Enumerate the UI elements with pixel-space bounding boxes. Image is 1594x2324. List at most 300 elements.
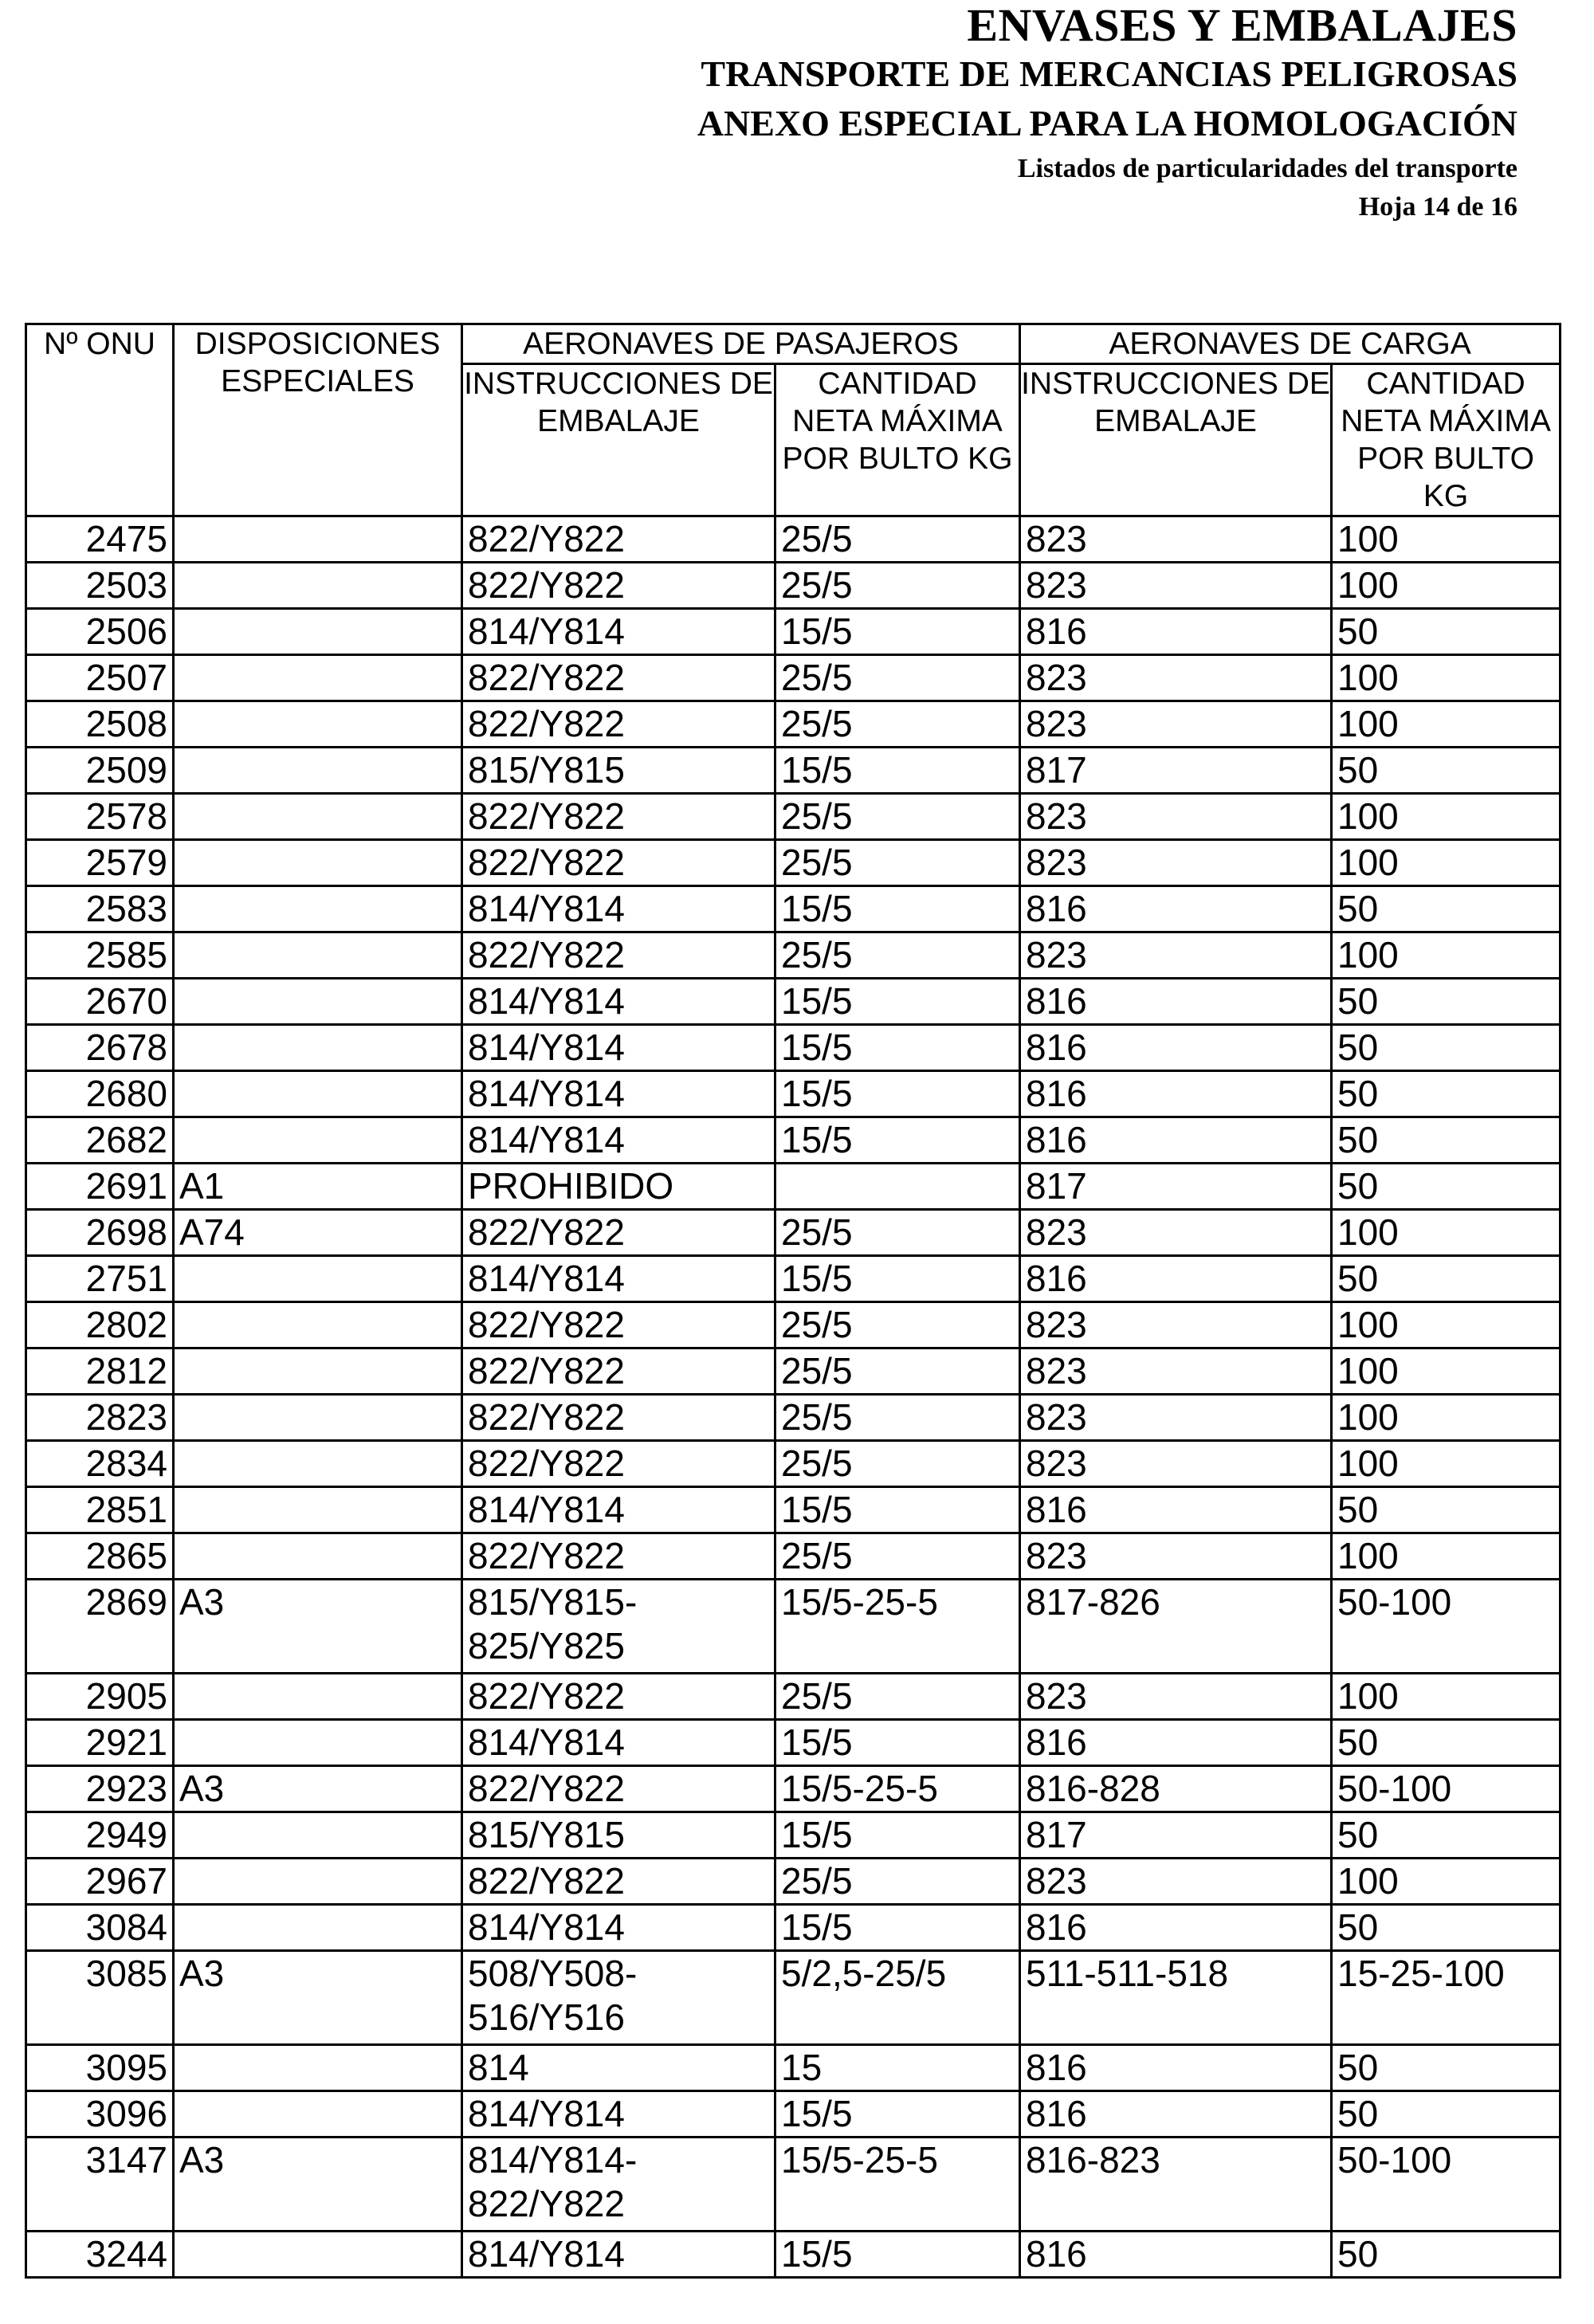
- cell-pax-instrucciones: [462, 886, 775, 932]
- cell-onu: [26, 609, 174, 655]
- cell-cargo-cantidad: [1332, 1302, 1561, 1348]
- cell-onu: [26, 979, 174, 1025]
- cell-onu: [26, 563, 174, 609]
- cell-cargo-instrucciones: [1020, 701, 1332, 748]
- cell-pax-cantidad-text: 15/5: [781, 610, 853, 652]
- cell-cargo-instrucciones-text: 823: [1026, 1396, 1087, 1438]
- cell-pax-cantidad: [775, 748, 1020, 794]
- cell-pax-instrucciones-text: 822/Y822: [468, 1860, 625, 1902]
- cell-cargo-cantidad-text: 50: [1337, 1721, 1379, 1763]
- cell-pax-instrucciones-text: 822/Y822: [468, 1350, 625, 1392]
- cell-pax-cantidad-text: 15/5: [781, 1027, 853, 1068]
- cell-disposiciones: [174, 1302, 462, 1348]
- cell-pax-instrucciones-text: 815/Y815: [468, 749, 625, 791]
- cell-cargo-instrucciones: [1020, 655, 1332, 701]
- cell-pax-instrucciones-text: 814/Y814: [468, 980, 625, 1022]
- cell-pax-cantidad-text: 25/5: [781, 1443, 853, 1484]
- cell-cargo-instrucciones-text: 823: [1026, 1443, 1087, 1484]
- cell-onu-text: 2506: [85, 610, 167, 652]
- cell-onu: [26, 1071, 174, 1117]
- cell-pax-cantidad-text: 25/5: [781, 1396, 853, 1438]
- cell-onu-text: 2691: [85, 1165, 167, 1207]
- cell-onu: [26, 1025, 174, 1071]
- cell-disposiciones: [174, 1441, 462, 1487]
- table-row: [26, 701, 1561, 748]
- cell-pax-cantidad: [775, 932, 1020, 979]
- cell-cargo-instrucciones-text: 823: [1026, 703, 1087, 744]
- cell-cargo-cantidad: [1332, 1951, 1561, 2045]
- cell-cargo-instrucciones-text: 823: [1026, 1304, 1087, 1345]
- cell-cargo-instrucciones-text: 816-823: [1026, 2139, 1160, 2181]
- cell-onu-text: 2698: [85, 1211, 167, 1253]
- cell-cargo-instrucciones: [1020, 1951, 1332, 2045]
- table-row: [26, 1117, 1561, 1164]
- cell-pax-cantidad: [775, 1117, 1020, 1164]
- cell-pax-cantidad-text: 25/5: [781, 1211, 853, 1253]
- cell-pax-cantidad: [775, 1859, 1020, 1905]
- cell-onu: [26, 1302, 174, 1348]
- cell-cargo-cantidad-text: 50: [1337, 1814, 1379, 1855]
- cell-pax-cantidad: [775, 1210, 1020, 1256]
- cell-cargo-cantidad-text: 50: [1337, 2233, 1379, 2275]
- cell-cargo-cantidad: [1332, 1210, 1561, 1256]
- cell-pax-cantidad: [775, 1256, 1020, 1302]
- cell-onu-text: 3084: [85, 1906, 167, 1948]
- cell-cargo-instrucciones: [1020, 516, 1332, 563]
- cell-cargo-instrucciones-text: 816: [1026, 1906, 1087, 1948]
- cell-cargo-cantidad-text: 50: [1337, 1489, 1379, 1530]
- cell-pax-instrucciones-text: 822/Y822: [468, 934, 625, 976]
- cell-pax-instrucciones-text: 814/Y814: [468, 1906, 625, 1948]
- cell-cargo-instrucciones: [1020, 840, 1332, 886]
- cell-cargo-cantidad-text: 100: [1337, 842, 1399, 883]
- cell-cargo-cantidad: [1332, 1812, 1561, 1859]
- cell-onu-text: 2682: [85, 1119, 167, 1160]
- table-row: [26, 886, 1561, 932]
- cell-disposiciones: [174, 609, 462, 655]
- cell-cargo-instrucciones-text: 816: [1026, 610, 1087, 652]
- cell-pax-cantidad-text: 15/5: [781, 1721, 853, 1763]
- cell-pax-instrucciones-text: 822/Y822: [468, 1443, 625, 1484]
- cell-cargo-cantidad: [1332, 1441, 1561, 1487]
- table-row: [26, 1348, 1561, 1395]
- cell-onu: [26, 1766, 174, 1812]
- cell-onu: [26, 1348, 174, 1395]
- cell-pax-cantidad: [775, 1533, 1020, 1580]
- cell-pax-instrucciones: [462, 1766, 775, 1812]
- cell-cargo-instrucciones-text: 816: [1026, 1027, 1087, 1068]
- cell-cargo-instrucciones: [1020, 886, 1332, 932]
- cell-onu-text: 2921: [85, 1721, 167, 1763]
- table-row: [26, 609, 1561, 655]
- cell-onu: [26, 701, 174, 748]
- cell-cargo-instrucciones: [1020, 794, 1332, 840]
- cell-pax-instrucciones: [462, 1441, 775, 1487]
- cell-pax-instrucciones-text: 814: [468, 2047, 529, 2088]
- cell-pax-cantidad: [775, 563, 1020, 609]
- document-header: [697, 0, 1517, 226]
- cell-onu-text: 2585: [85, 934, 167, 976]
- cell-cargo-instrucciones: [1020, 1302, 1332, 1348]
- cell-pax-cantidad: [775, 1071, 1020, 1117]
- cell-cargo-cantidad-text: 50: [1337, 1073, 1379, 1114]
- cell-pax-cantidad: [775, 1674, 1020, 1720]
- cell-cargo-instrucciones: [1020, 1395, 1332, 1441]
- cell-onu: [26, 1256, 174, 1302]
- cell-pax-cantidad-text: 15/5: [781, 1073, 853, 1114]
- cell-disposiciones: [174, 1674, 462, 1720]
- cell-cargo-instrucciones: [1020, 1256, 1332, 1302]
- cell-pax-cantidad: [775, 2045, 1020, 2091]
- cell-pax-instrucciones: [462, 655, 775, 701]
- cell-cargo-cantidad: [1332, 563, 1561, 609]
- table-row: [26, 794, 1561, 840]
- cell-onu-text: 2579: [85, 842, 167, 883]
- cell-pax-instrucciones-text: 822/Y822: [468, 657, 625, 698]
- cell-pax-cantidad-text: 15/5: [781, 1906, 853, 1948]
- cell-onu-text: 2507: [85, 657, 167, 698]
- cell-onu: [26, 1210, 174, 1256]
- cell-cargo-instrucciones: [1020, 1674, 1332, 1720]
- cell-onu: [26, 1674, 174, 1720]
- table-row: [26, 1766, 1561, 1812]
- cell-cargo-instrucciones: [1020, 1533, 1332, 1580]
- cell-cargo-cantidad-text: 15-25-100: [1337, 1953, 1505, 1994]
- cell-cargo-cantidad: [1332, 1533, 1561, 1580]
- cell-cargo-cantidad: [1332, 1859, 1561, 1905]
- cell-pax-cantidad-text: 15/5: [781, 1119, 853, 1160]
- cell-cargo-instrucciones-text: 823: [1026, 842, 1087, 883]
- cell-cargo-cantidad-text: 100: [1337, 1675, 1399, 1717]
- header-disposiciones: DISPOSICIONES ESPECIALES: [174, 324, 462, 516]
- cell-onu: [26, 1580, 174, 1674]
- cell-disposiciones: [174, 1348, 462, 1395]
- cell-cargo-instrucciones-text: 823: [1026, 1675, 1087, 1717]
- cell-onu: [26, 840, 174, 886]
- cell-pax-cantidad-text: 25/5: [781, 518, 853, 559]
- cell-cargo-instrucciones: [1020, 1441, 1332, 1487]
- cell-pax-cantidad-text: 25/5: [781, 703, 853, 744]
- cell-disposiciones: [174, 1025, 462, 1071]
- cell-pax-instrucciones-text: 822/Y822: [468, 842, 625, 883]
- cell-pax-cantidad-text: 25/5: [781, 1860, 853, 1902]
- cell-pax-instrucciones: [462, 701, 775, 748]
- cell-pax-cantidad: [775, 1302, 1020, 1348]
- cell-onu-text: 2834: [85, 1443, 167, 1484]
- cell-onu: [26, 1395, 174, 1441]
- cell-cargo-cantidad: [1332, 2045, 1561, 2091]
- table-row: [26, 655, 1561, 701]
- cell-pax-cantidad: [775, 1951, 1020, 2045]
- cell-cargo-cantidad-text: 50-100: [1337, 2139, 1452, 2181]
- cell-cargo-cantidad-text: 50-100: [1337, 1768, 1452, 1809]
- cell-cargo-cantidad-text: 50: [1337, 1027, 1379, 1068]
- cell-pax-instrucciones: [462, 516, 775, 563]
- cell-disposiciones: [174, 701, 462, 748]
- cell-cargo-cantidad-text: 100: [1337, 1396, 1399, 1438]
- cell-disposiciones-text: A74: [179, 1211, 245, 1253]
- cell-pax-cantidad-text: 15: [781, 2047, 823, 2088]
- cell-pax-instrucciones: [462, 563, 775, 609]
- cell-cargo-cantidad-text: 100: [1337, 795, 1399, 837]
- cell-onu-text: 2503: [85, 564, 167, 606]
- cell-cargo-instrucciones-text: 817: [1026, 1814, 1087, 1855]
- table-row: [26, 1025, 1561, 1071]
- cell-pax-cantidad-text: 15/5: [781, 1489, 853, 1530]
- cell-cargo-cantidad-text: 50: [1337, 1906, 1379, 1948]
- cell-cargo-cantidad-text: 100: [1337, 1443, 1399, 1484]
- cell-disposiciones: [174, 563, 462, 609]
- cell-cargo-instrucciones: [1020, 2091, 1332, 2138]
- cell-disposiciones: [174, 748, 462, 794]
- cell-pax-instrucciones-text: 822/Y822: [468, 1396, 625, 1438]
- cell-pax-cantidad: [775, 1720, 1020, 1766]
- cell-pax-cantidad-text: 25/5: [781, 934, 853, 976]
- cell-pax-instrucciones-text: 822/Y822: [468, 795, 625, 837]
- cell-onu: [26, 1164, 174, 1210]
- cell-cargo-instrucciones: [1020, 1580, 1332, 1674]
- cell-onu: [26, 1905, 174, 1951]
- table-row: [26, 979, 1561, 1025]
- cell-cargo-cantidad-text: 50: [1337, 2047, 1379, 2088]
- cell-cargo-cantidad-text: 100: [1337, 1304, 1399, 1345]
- cell-onu: [26, 2138, 174, 2232]
- header-onu: Nº ONU: [26, 324, 174, 516]
- cell-pax-cantidad-text: 25/5: [781, 1304, 853, 1345]
- cell-cargo-cantidad: [1332, 516, 1561, 563]
- cell-disposiciones: [174, 516, 462, 563]
- cell-cargo-instrucciones-text: 817: [1026, 1165, 1087, 1207]
- cell-pax-instrucciones: [462, 1487, 775, 1533]
- cell-cargo-instrucciones-text: 823: [1026, 1860, 1087, 1902]
- table-body: [26, 516, 1561, 2278]
- cell-pax-cantidad-text: 25/5: [781, 564, 853, 606]
- cell-onu-text: 2812: [85, 1350, 167, 1392]
- cell-cargo-instrucciones: [1020, 932, 1332, 979]
- cell-disposiciones: [174, 1533, 462, 1580]
- document-section-title: Listados de particularidades del transporte: [1017, 154, 1517, 183]
- cell-cargo-cantidad: [1332, 1766, 1561, 1812]
- cell-pax-instrucciones-text: 814/Y814: [468, 2093, 625, 2134]
- cell-pax-cantidad: [775, 1905, 1020, 1951]
- cell-pax-instrucciones-text: 822/Y822: [468, 518, 625, 559]
- cell-cargo-instrucciones: [1020, 1025, 1332, 1071]
- cell-onu-text: 2583: [85, 888, 167, 929]
- cell-onu-text: 2949: [85, 1814, 167, 1855]
- table-row: [26, 1905, 1561, 1951]
- cell-disposiciones: [174, 1117, 462, 1164]
- cell-cargo-instrucciones-text: 816: [1026, 980, 1087, 1022]
- table-row: [26, 840, 1561, 886]
- cell-disposiciones: [174, 1256, 462, 1302]
- cell-onu: [26, 1533, 174, 1580]
- cell-cargo-cantidad-text: 100: [1337, 1211, 1399, 1253]
- cell-onu-text: 2865: [85, 1535, 167, 1576]
- cell-cargo-cantidad-text: 100: [1337, 657, 1399, 698]
- cell-cargo-instrucciones: [1020, 1348, 1332, 1395]
- cell-cargo-instrucciones: [1020, 1812, 1332, 1859]
- cell-cargo-cantidad-text: 50: [1337, 888, 1379, 929]
- cell-pax-instrucciones: [462, 932, 775, 979]
- cell-disposiciones: [174, 2045, 462, 2091]
- cell-pax-cantidad: [775, 516, 1020, 563]
- cell-disposiciones: [174, 1164, 462, 1210]
- cell-cargo-cantidad: [1332, 1025, 1561, 1071]
- table-row: [26, 1859, 1561, 1905]
- cell-onu: [26, 2045, 174, 2091]
- cell-pax-cantidad-text: 15/5: [781, 1814, 853, 1855]
- cell-pax-instrucciones: [462, 2232, 775, 2278]
- cell-cargo-cantidad-text: 50: [1337, 980, 1379, 1022]
- cell-cargo-cantidad: [1332, 932, 1561, 979]
- cell-cargo-cantidad-text: 50: [1337, 610, 1379, 652]
- cell-pax-instrucciones: [462, 1580, 775, 1674]
- cell-pax-instrucciones: [462, 1951, 775, 2045]
- cell-cargo-instrucciones: [1020, 1164, 1332, 1210]
- cell-pax-instrucciones-text: 822/Y822: [468, 1304, 625, 1345]
- cell-pax-instrucciones-text: 814/Y814: [468, 888, 625, 929]
- cell-onu-text: 3244: [85, 2233, 167, 2275]
- cell-pax-cantidad: [775, 1580, 1020, 1674]
- cell-cargo-cantidad: [1332, 1674, 1561, 1720]
- cell-pax-instrucciones: [462, 1812, 775, 1859]
- cell-onu: [26, 1720, 174, 1766]
- cell-cargo-cantidad: [1332, 1720, 1561, 1766]
- cell-cargo-cantidad-text: 100: [1337, 564, 1399, 606]
- table-row: [26, 1395, 1561, 1441]
- table-row: [26, 1812, 1561, 1859]
- cell-pax-cantidad-text: 15/5-25-5: [781, 1581, 938, 1623]
- cell-pax-instrucciones: [462, 609, 775, 655]
- cell-pax-instrucciones: [462, 794, 775, 840]
- cell-cargo-instrucciones-text: 823: [1026, 934, 1087, 976]
- cell-cargo-cantidad-text: 50: [1337, 1258, 1379, 1299]
- cell-pax-instrucciones-text: 814/Y814: [468, 1489, 625, 1530]
- cell-pax-cantidad-text: 25/5: [781, 842, 853, 883]
- cell-pax-instrucciones-text: 822/Y822: [468, 1211, 625, 1253]
- cell-pax-instrucciones-text: 814/Y814: [468, 1119, 625, 1160]
- cell-onu-text: 3147: [85, 2139, 167, 2181]
- cell-pax-instrucciones-text: 814/Y814-: [468, 2139, 638, 2181]
- cell-pax-cantidad-text: 15/5: [781, 1258, 853, 1299]
- header-pax-cantidad: CANTIDAD NETA MÁXIMA POR BULTO KG: [775, 364, 1020, 516]
- table-row: [26, 1580, 1561, 1674]
- cell-pax-instrucciones: [462, 748, 775, 794]
- cell-onu-text: 2751: [85, 1258, 167, 1299]
- cell-pax-instrucciones: [462, 840, 775, 886]
- cell-onu-text: 2823: [85, 1396, 167, 1438]
- cell-cargo-cantidad: [1332, 794, 1561, 840]
- cell-onu-text: 2578: [85, 795, 167, 837]
- cell-cargo-cantidad-text: 100: [1337, 1535, 1399, 1576]
- cell-pax-instrucciones-text: 822/Y822: [468, 1675, 625, 1717]
- table-row: [26, 516, 1561, 563]
- table-row: [26, 1674, 1561, 1720]
- cell-pax-instrucciones: [462, 1533, 775, 1580]
- cell-cargo-instrucciones: [1020, 2138, 1332, 2232]
- cell-disposiciones: [174, 1071, 462, 1117]
- cell-cargo-instrucciones-text: 816: [1026, 2233, 1087, 2275]
- cell-pax-instrucciones-text: 822/Y822: [468, 1535, 625, 1576]
- cell-pax-instrucciones: [462, 2091, 775, 2138]
- cell-pax-cantidad-text: 15/5-25-5: [781, 1768, 938, 1809]
- cell-cargo-instrucciones-text: 817: [1026, 749, 1087, 791]
- cell-cargo-cantidad: [1332, 609, 1561, 655]
- cell-cargo-cantidad: [1332, 1256, 1561, 1302]
- cell-pax-instrucciones: [462, 1210, 775, 1256]
- cell-disposiciones-text: A3: [179, 1953, 225, 1994]
- cell-onu: [26, 1441, 174, 1487]
- cell-onu-text: 2509: [85, 749, 167, 791]
- cell-disposiciones: [174, 794, 462, 840]
- cell-cargo-cantidad: [1332, 1580, 1561, 1674]
- table-row: [26, 1256, 1561, 1302]
- cell-onu: [26, 1812, 174, 1859]
- cell-pax-instrucciones-text: 814/Y814: [468, 1258, 625, 1299]
- cell-pax-cantidad: [775, 1487, 1020, 1533]
- document-title: ENVASES Y EMBALAJES: [967, 0, 1517, 51]
- cell-onu: [26, 1859, 174, 1905]
- table-row: [26, 2091, 1561, 2138]
- table-row: [26, 932, 1561, 979]
- cell-cargo-instrucciones: [1020, 1859, 1332, 1905]
- cell-cargo-instrucciones-text: 823: [1026, 518, 1087, 559]
- cell-onu-text: 2802: [85, 1304, 167, 1345]
- table-row: [26, 1951, 1561, 2045]
- cell-disposiciones-text: A3: [179, 1581, 225, 1623]
- cell-pax-instrucciones-text: 822/Y822: [468, 1768, 625, 1809]
- table-row: [26, 1164, 1561, 1210]
- cell-cargo-instrucciones: [1020, 2232, 1332, 2278]
- cell-cargo-instrucciones-text: 511-511-518: [1026, 1953, 1229, 1994]
- cell-pax-cantidad: [775, 840, 1020, 886]
- cell-pax-cantidad: [775, 2091, 1020, 2138]
- cell-cargo-instrucciones-text: 823: [1026, 1211, 1087, 1253]
- cell-pax-instrucciones-text: 814/Y814: [468, 1721, 625, 1763]
- cell-cargo-cantidad: [1332, 2232, 1561, 2278]
- cell-onu: [26, 748, 174, 794]
- cell-pax-cantidad-text: 15/5: [781, 2233, 853, 2275]
- cell-cargo-cantidad-text: 50: [1337, 2093, 1379, 2134]
- cell-pax-cantidad-text: 25/5: [781, 795, 853, 837]
- cell-pax-instrucciones-text: 815/Y815: [468, 1814, 625, 1855]
- cell-pax-instrucciones-text: PROHIBIDO: [468, 1165, 674, 1207]
- cell-onu-text: 2923: [85, 1768, 167, 1809]
- cell-pax-cantidad: [775, 609, 1020, 655]
- cell-pax-instrucciones-text-continued: 825/Y825: [468, 1625, 625, 1666]
- cell-disposiciones-text: A3: [179, 1768, 225, 1809]
- cell-onu: [26, 2091, 174, 2138]
- cell-pax-instrucciones-text: 822/Y822: [468, 564, 625, 606]
- cell-pax-instrucciones: [462, 1674, 775, 1720]
- cell-cargo-instrucciones: [1020, 1210, 1332, 1256]
- cell-cargo-instrucciones-text: 816: [1026, 1258, 1087, 1299]
- cell-pax-instrucciones: [462, 1071, 775, 1117]
- cell-disposiciones: [174, 840, 462, 886]
- cell-disposiciones: [174, 886, 462, 932]
- header-aeronaves-carga: AERONAVES DE CARGA: [1020, 324, 1561, 364]
- table-row: [26, 1487, 1561, 1533]
- table-row: [26, 1720, 1561, 1766]
- cell-cargo-instrucciones-text: 816: [1026, 1489, 1087, 1530]
- transport-table: [25, 323, 1561, 2279]
- cell-cargo-instrucciones-text: 816: [1026, 1119, 1087, 1160]
- header-cargo-instrucciones: INSTRUCCIONES DE EMBALAJE: [1020, 364, 1332, 516]
- cell-disposiciones: [174, 1859, 462, 1905]
- cell-onu: [26, 1117, 174, 1164]
- cell-pax-instrucciones: [462, 1859, 775, 1905]
- cell-disposiciones: [174, 2138, 462, 2232]
